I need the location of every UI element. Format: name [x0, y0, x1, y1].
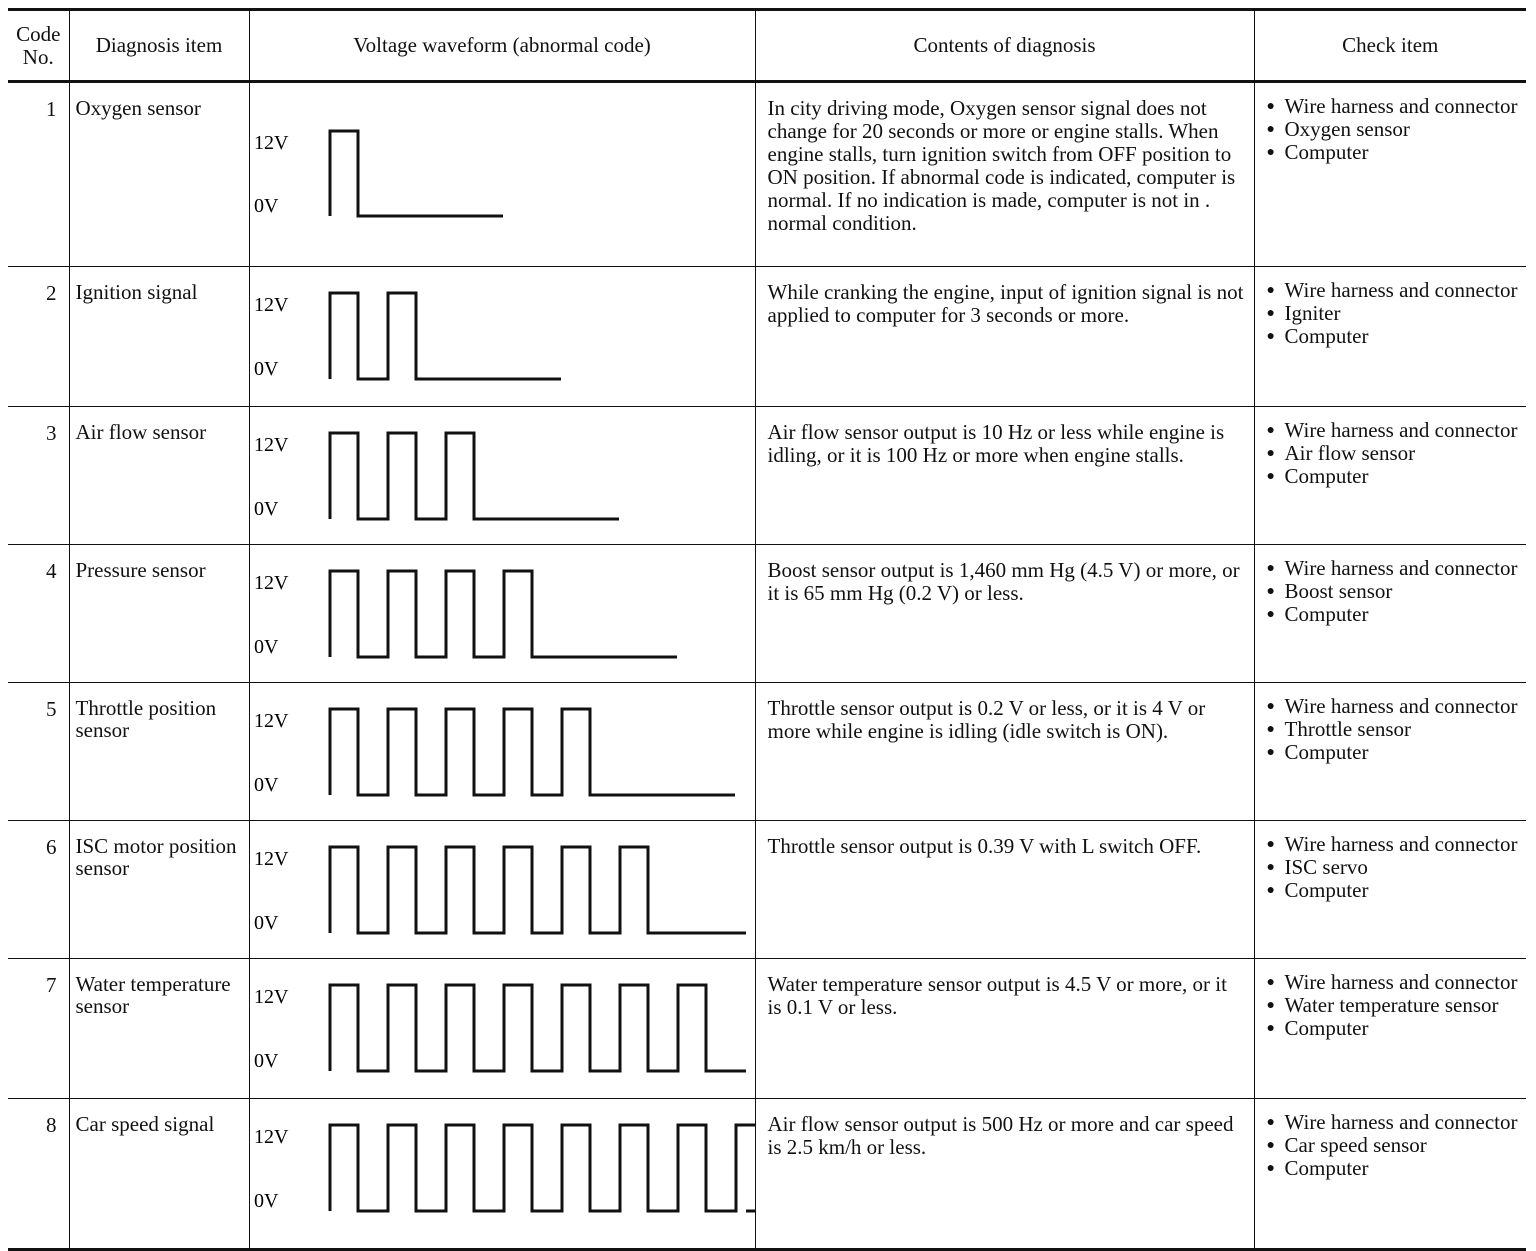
bullet-icon: ●	[1266, 1115, 1275, 1130]
check-item-list	[1267, 279, 1523, 348]
label-0v: 0V	[253, 1050, 278, 1072]
list-item	[1267, 118, 1523, 141]
table-row	[8, 407, 1526, 545]
label-0v: 0V	[253, 195, 278, 217]
check-items	[1254, 267, 1526, 407]
check-item-text: Computer	[1284, 464, 1369, 488]
list-item	[1267, 1134, 1523, 1157]
list-item	[1267, 580, 1523, 603]
check-item-text: Computer	[1284, 602, 1369, 626]
voltage-waveform	[250, 545, 756, 683]
table-row	[8, 545, 1526, 683]
voltage-waveform	[250, 83, 756, 268]
check-items	[1254, 1099, 1526, 1250]
diagnosis-contents: Throttle sensor output is 0.39 V with L switch OFF.	[755, 821, 1254, 959]
bullet-icon: ●	[1266, 1161, 1275, 1176]
diagnosis-contents: While cranking the engine, input of ignition signal is not applied to computer for 3 seconds or more.	[755, 267, 1254, 407]
bullet-icon: ●	[1266, 722, 1275, 737]
label-12v: 12V	[253, 710, 288, 732]
list-item	[1267, 994, 1523, 1017]
check-item-list	[1267, 557, 1523, 626]
voltage-waveform	[250, 407, 756, 545]
bullet-icon: ●	[1266, 1138, 1275, 1153]
bullet-icon: ●	[1266, 837, 1275, 852]
check-item-text: Computer	[1284, 140, 1369, 164]
code-number: 2	[8, 267, 69, 407]
list-item	[1267, 279, 1523, 302]
list-item	[1267, 741, 1523, 764]
waveform-trace	[330, 709, 735, 795]
list-item	[1267, 856, 1523, 879]
waveform-trace	[330, 433, 619, 519]
code-number: 1	[8, 82, 69, 267]
diagnosis-item: Ignition signal	[69, 267, 249, 407]
diagnosis-item: Pressure sensor	[69, 545, 249, 683]
bullet-icon: ●	[1266, 745, 1275, 760]
check-item-text: Wire harness and connector	[1284, 418, 1518, 442]
check-item-text: ISC servo	[1284, 855, 1368, 879]
bullet-icon: ●	[1266, 883, 1275, 898]
check-item-text: Car speed sensor	[1284, 1133, 1427, 1157]
waveform-trace	[330, 293, 561, 379]
label-12v: 12V	[253, 848, 288, 870]
label-12v: 12V	[253, 132, 288, 154]
list-item	[1267, 1157, 1523, 1180]
check-item-text: Igniter	[1284, 301, 1341, 325]
voltage-waveform-cell	[249, 407, 755, 545]
check-items	[1254, 683, 1526, 821]
label-0v: 0V	[253, 636, 278, 658]
voltage-waveform	[250, 821, 756, 959]
bullet-icon: ●	[1266, 860, 1275, 875]
list-item	[1267, 442, 1523, 465]
bullet-icon: ●	[1266, 1021, 1275, 1036]
diagnosis-contents: Boost sensor output is 1,460 mm Hg (4.5 V) or more, or it is 65 mm Hg (0.2 V) or less.	[755, 545, 1254, 683]
bullet-icon: ●	[1266, 283, 1275, 298]
diagnosis-table-container	[8, 0, 1526, 1248]
diagnosis-item: Oxygen sensor	[69, 82, 249, 267]
check-items	[1254, 82, 1526, 267]
list-item	[1267, 465, 1523, 488]
diagnosis-contents: Water temperature sensor output is 4.5 V or more, or it is 0.1 V or less.	[755, 959, 1254, 1099]
label-0v: 0V	[253, 774, 278, 796]
waveform-trace	[330, 571, 677, 657]
diagnosis-contents: Throttle sensor output is 0.2 V or less, or it is 4 V or more while engine is idling (idle switch is ON).	[755, 683, 1254, 821]
label-0v: 0V	[253, 912, 278, 934]
check-item-text: Wire harness and connector	[1284, 832, 1518, 856]
list-item	[1267, 95, 1523, 118]
bullet-icon: ●	[1266, 607, 1275, 622]
check-item-list	[1267, 695, 1523, 764]
table-row	[8, 1099, 1526, 1250]
diagnosis-contents: In city driving mode, Oxygen sensor signal does not change for 20 seconds or more or engine stalls. When engine stalls, turn ignition switch from OFF position to ON position. If abnormal code is indicated, computer is normal. If no indication is made, computer is not in . normal condition.	[755, 82, 1254, 267]
header-code: Code No.	[8, 10, 69, 82]
header-row	[8, 10, 1526, 82]
bullet-icon: ●	[1266, 99, 1275, 114]
list-item	[1267, 1111, 1523, 1134]
list-item	[1267, 971, 1523, 994]
header-check-item: Check item	[1254, 10, 1526, 82]
check-item-list	[1267, 833, 1523, 902]
check-item-text: Wire harness and connector	[1284, 556, 1518, 580]
header-contents: Contents of diagnosis	[755, 10, 1254, 82]
table-row	[8, 683, 1526, 821]
bullet-icon: ●	[1266, 561, 1275, 576]
bullet-icon: ●	[1266, 122, 1275, 137]
table-body	[8, 82, 1526, 1250]
voltage-waveform-cell	[249, 959, 755, 1099]
header-voltage-waveform: Voltage waveform (abnormal code)	[249, 10, 755, 82]
list-item	[1267, 325, 1523, 348]
check-item-text: Computer	[1284, 1156, 1369, 1180]
list-item	[1267, 603, 1523, 626]
voltage-waveform-cell	[249, 267, 755, 407]
list-item	[1267, 302, 1523, 325]
list-item	[1267, 833, 1523, 856]
table-row	[8, 82, 1526, 267]
label-0v: 0V	[253, 1190, 278, 1212]
bullet-icon: ●	[1266, 998, 1275, 1013]
list-item	[1267, 718, 1523, 741]
voltage-waveform	[250, 1099, 756, 1250]
code-number: 8	[8, 1099, 69, 1250]
bullet-icon: ●	[1266, 584, 1275, 599]
waveform-trace	[330, 1125, 756, 1211]
check-item-text: Wire harness and connector	[1284, 970, 1518, 994]
code-number: 6	[8, 821, 69, 959]
bullet-icon: ●	[1266, 306, 1275, 321]
bullet-icon: ●	[1266, 145, 1275, 160]
bullet-icon: ●	[1266, 446, 1275, 461]
waveform-trace	[330, 985, 746, 1071]
voltage-waveform-cell	[249, 821, 755, 959]
code-number: 4	[8, 545, 69, 683]
label-0v: 0V	[253, 358, 278, 380]
diagnosis-item: ISC motor position sensor	[69, 821, 249, 959]
code-number: 5	[8, 683, 69, 821]
check-item-list	[1267, 1111, 1523, 1180]
check-item-text: Boost sensor	[1284, 579, 1393, 603]
diagnosis-contents: Air flow sensor output is 10 Hz or less while engine is idling, or it is 100 Hz or more when engine stalls.	[755, 407, 1254, 545]
check-item-text: Computer	[1284, 878, 1369, 902]
list-item	[1267, 141, 1523, 164]
diagnosis-item: Throttle position sensor	[69, 683, 249, 821]
check-item-list	[1267, 419, 1523, 488]
check-item-text: Wire harness and connector	[1284, 94, 1518, 118]
check-item-text: Computer	[1284, 1016, 1369, 1040]
label-12v: 12V	[253, 986, 288, 1008]
check-items	[1254, 959, 1526, 1099]
list-item	[1267, 695, 1523, 718]
code-number: 3	[8, 407, 69, 545]
diagnosis-item: Water temperature sensor	[69, 959, 249, 1099]
diagnosis-item: Car speed signal	[69, 1099, 249, 1250]
header-diagnosis-item: Diagnosis item	[69, 10, 249, 82]
check-items	[1254, 545, 1526, 683]
list-item	[1267, 419, 1523, 442]
list-item	[1267, 557, 1523, 580]
table-row	[8, 267, 1526, 407]
label-0v: 0V	[253, 498, 278, 520]
bullet-icon: ●	[1266, 469, 1275, 484]
diagnosis-code-table	[8, 8, 1526, 1251]
label-12v: 12V	[253, 294, 288, 316]
voltage-waveform-cell	[249, 1099, 755, 1250]
check-item-text: Computer	[1284, 324, 1369, 348]
voltage-waveform	[250, 959, 756, 1099]
bullet-icon: ●	[1266, 423, 1275, 438]
check-item-list	[1267, 971, 1523, 1040]
list-item	[1267, 879, 1523, 902]
label-12v: 12V	[253, 434, 288, 456]
diagnosis-item: Air flow sensor	[69, 407, 249, 545]
bullet-icon: ●	[1266, 329, 1275, 344]
check-item-text: Wire harness and connector	[1284, 278, 1518, 302]
check-item-text: Wire harness and connector	[1284, 694, 1518, 718]
check-item-text: Water temperature sensor	[1284, 993, 1499, 1017]
check-items	[1254, 407, 1526, 545]
check-item-list	[1267, 95, 1523, 164]
voltage-waveform	[250, 267, 756, 407]
check-item-text: Wire harness and connector	[1284, 1110, 1518, 1134]
check-item-text: Air flow sensor	[1284, 441, 1416, 465]
list-item	[1267, 1017, 1523, 1040]
label-12v: 12V	[253, 1126, 288, 1148]
waveform-trace	[330, 131, 503, 216]
table-row	[8, 959, 1526, 1099]
check-item-text: Throttle sensor	[1284, 717, 1412, 741]
check-items	[1254, 821, 1526, 959]
bullet-icon: ●	[1266, 699, 1275, 714]
label-12v: 12V	[253, 572, 288, 594]
voltage-waveform-cell	[249, 683, 755, 821]
check-item-text: Computer	[1284, 740, 1369, 764]
voltage-waveform-cell	[249, 82, 755, 267]
table-row	[8, 821, 1526, 959]
code-number: 7	[8, 959, 69, 1099]
check-item-text: Oxygen sensor	[1284, 117, 1410, 141]
voltage-waveform	[250, 683, 756, 821]
voltage-waveform-cell	[249, 545, 755, 683]
diagnosis-contents: Air flow sensor output is 500 Hz or more and car speed is 2.5 km/h or less.	[755, 1099, 1254, 1250]
bullet-icon: ●	[1266, 975, 1275, 990]
waveform-trace	[330, 847, 746, 933]
